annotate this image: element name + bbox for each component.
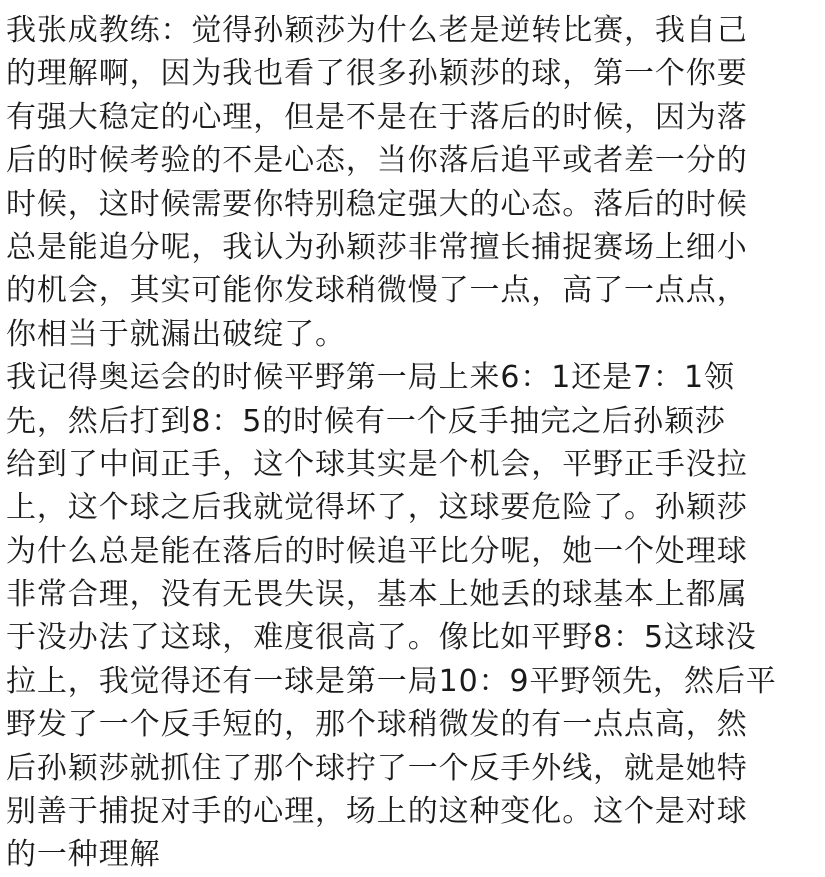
text-line: 有强大稳定的心理，但是不是在于落后的时候，因为落 (6, 99, 748, 135)
text-line: 总是能追分呢，我认为孙颖莎非常擅长捕捉赛场上细小 (6, 229, 748, 265)
text-line: 我张成教练：觉得孙颖莎为什么老是逆转比赛，我自己 (6, 13, 748, 48)
article-text (6, 0, 825, 877)
text-line: 的机会，其实可能你发球稍微慢了一点，高了一点点， (6, 273, 748, 309)
text-line: 给到了中间正手，这个球其实是个机会，平野正手没拉 (6, 446, 748, 482)
text-line: 我记得奥运会的时候平野第一局上来6：1还是7：1领 (6, 360, 735, 396)
text-line: 先，然后打到8：5的时候有一个反手抽完之后孙颖莎 (6, 403, 726, 439)
text-line: 的理解啊，因为我也看了很多孙颖莎的球，第一个你要 (6, 56, 748, 92)
text-line: 你相当于就漏出破绽了。 (6, 316, 346, 352)
text-line: 别善于捕捉对手的心理，场上的这种变化。这个是对球 (6, 794, 748, 830)
text-line: 上，这个球之后我就觉得坏了，这球要危险了。孙颖莎 (6, 490, 748, 526)
text-line: 拉上，我觉得还有一球是第一局10：9平野领先，然后平 (6, 663, 777, 699)
text-line: 于没办法了这球，难度很高了。像比如平野8：5这球没 (6, 620, 757, 656)
text-line: 时候，这时候需要你特别稳定强大的心态。落后的时候 (6, 186, 748, 222)
text-line: 后孙颖莎就抓住了那个球拧了一个反手外线，就是她特 (6, 750, 748, 786)
text-line: 后的时候考验的不是心态，当你落后追平或者差一分的 (6, 143, 748, 179)
text-line: 野发了一个反手短的，那个球稍微发的有一点点高，然 (6, 707, 748, 743)
text-line: 为什么总是能在落后的时候追平比分呢，她一个处理球 (6, 533, 748, 569)
text-line: 的一种理解 (6, 837, 161, 873)
text-line: 非常合理，没有无畏失误，基本上她丢的球基本上都属 (6, 577, 748, 613)
